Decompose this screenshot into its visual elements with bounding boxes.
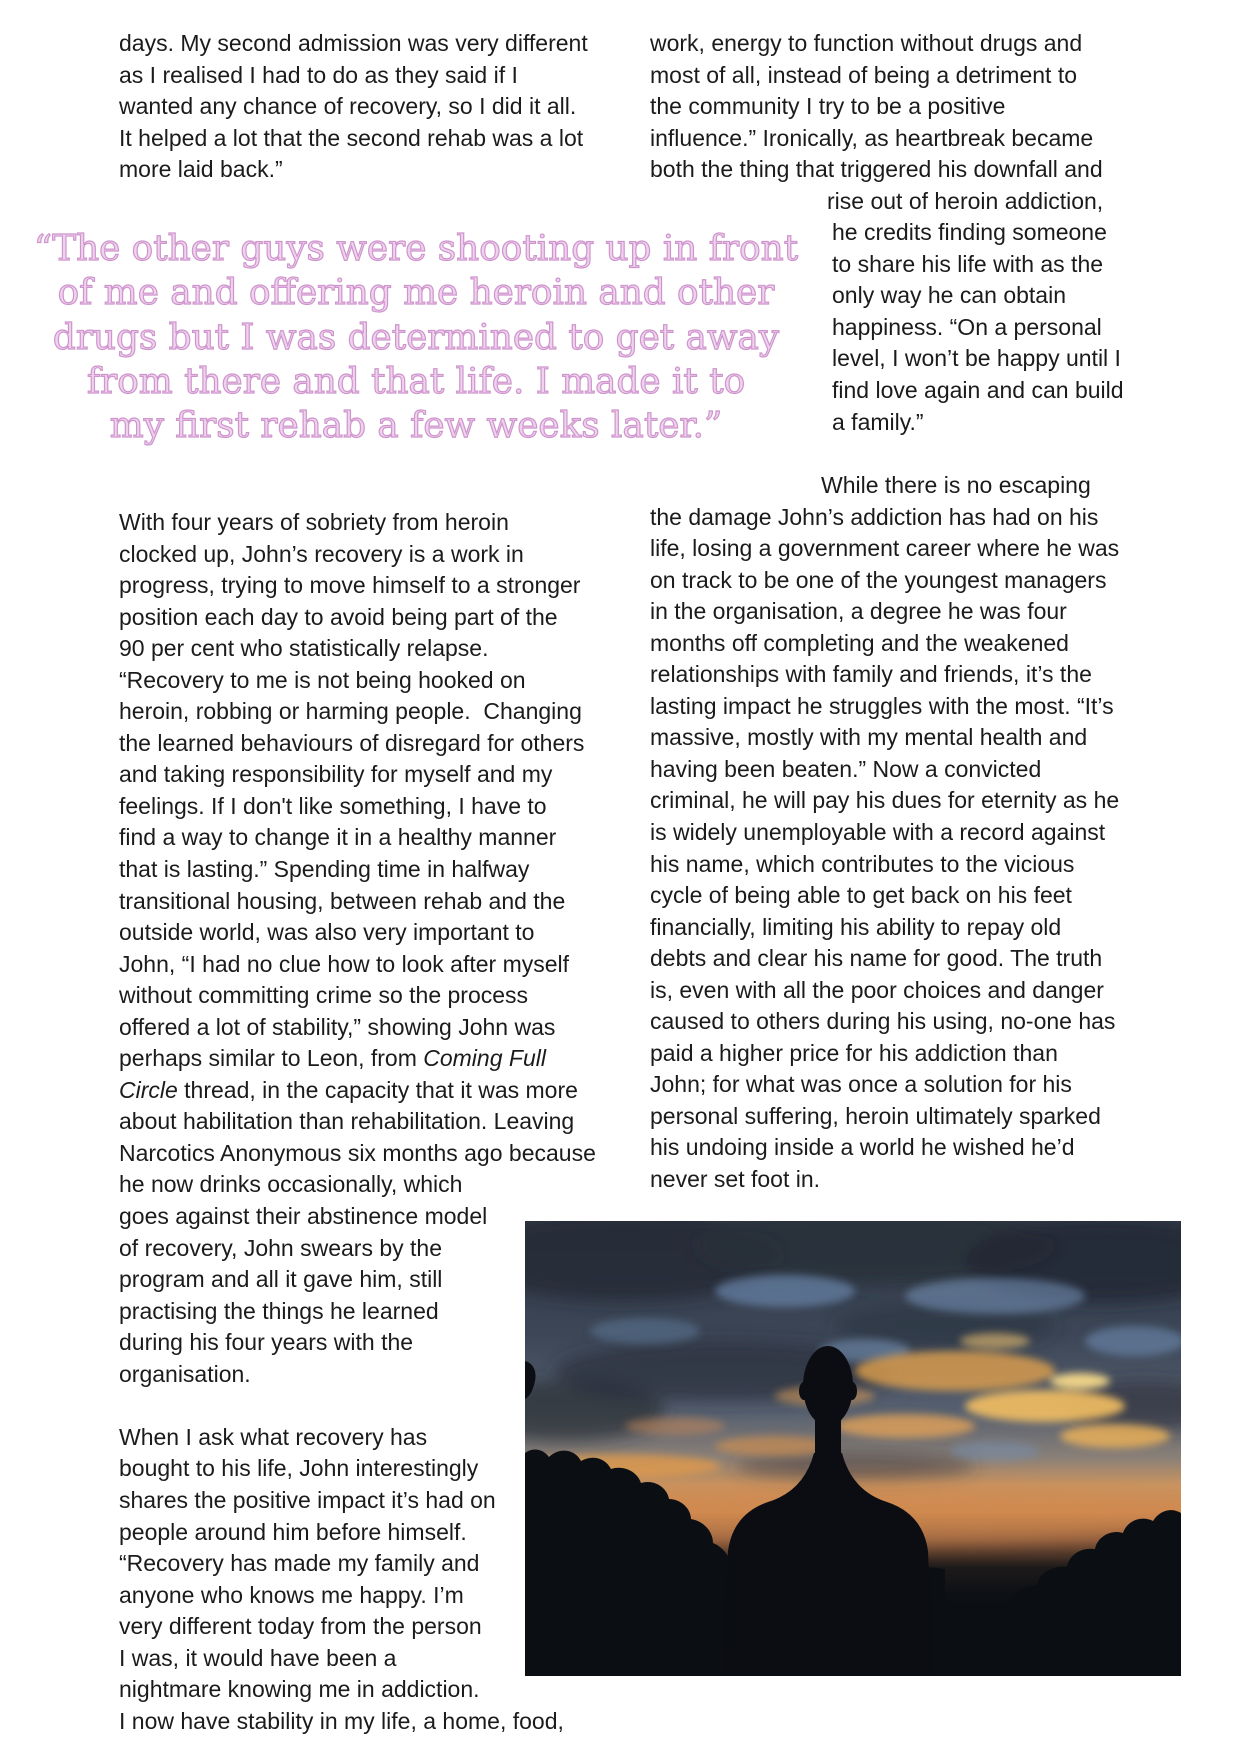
- text-line: heroin, robbing or harming people. Changing: [119, 698, 582, 725]
- text-line: his undoing inside a world he wished he’d: [650, 1134, 1075, 1161]
- text-line: goes against their abstinence model: [119, 1203, 488, 1230]
- text-line: nightmare knowing me in addiction.: [119, 1676, 480, 1703]
- text-line: paid a higher price for his addiction than: [650, 1039, 1058, 1066]
- text-line: influence.” Ironically, as heartbreak became: [650, 124, 1094, 151]
- sky-patch: [950, 1441, 1040, 1461]
- text-line: more laid back.”: [119, 156, 283, 183]
- sky-patch: [590, 1318, 700, 1344]
- text-line: find love again and can build: [832, 377, 1124, 404]
- text-line: of recovery, John swears by the: [119, 1234, 442, 1261]
- left-ear: [799, 1382, 809, 1400]
- sunset-silhouette-photo: [525, 1221, 1181, 1676]
- text-line: to share his life with as the: [832, 250, 1104, 277]
- text-line: days. My second admission was very different: [119, 30, 588, 56]
- text-line: I was, it would have been a: [119, 1644, 397, 1671]
- text-segment: thread, in the capacity that it was more: [177, 1076, 578, 1103]
- text-line: offered a lot of stability,” showing John was: [119, 1013, 556, 1040]
- text-line: clocked up, John’s recovery is a work in: [119, 540, 524, 567]
- text-line: as I realised I had to do as they said if I: [119, 61, 518, 88]
- sky-patch: [1085, 1326, 1181, 1356]
- pull-quote: [0, 227, 832, 448]
- text-line: anyone who knows me happy. I’m: [119, 1581, 464, 1608]
- text-line: organisation.: [119, 1360, 251, 1387]
- text-line: It helped a lot that the second rehab was a lot: [119, 124, 584, 151]
- text-line: a family.”: [832, 408, 924, 435]
- text-line: very different today from the person: [119, 1613, 482, 1640]
- text-line: find a way to change it in a healthy manner: [119, 824, 557, 851]
- text-line: Narcotics Anonymous six months ago because: [119, 1139, 596, 1166]
- text-line: debts and clear his name for good. The truth: [650, 945, 1103, 972]
- cloud-highlight: [965, 1390, 1125, 1422]
- text-line: [119, 1075, 596, 1107]
- text-line: “Recovery has made my family and: [119, 1550, 480, 1577]
- text-line: program and all it gave him, still: [119, 1266, 443, 1293]
- text-line: never set foot in.: [650, 1166, 821, 1193]
- pull-quote-line: of me and offering me heroin and other: [57, 272, 775, 314]
- text-segment: perhaps similar to Leon, from: [119, 1045, 424, 1072]
- text-line: the community I try to be a positive: [650, 93, 1006, 120]
- text-line: is, even with all the poor choices and danger: [650, 976, 1104, 1003]
- text-line: is widely unemployable with a record against: [650, 819, 1106, 846]
- text-line: 90 per cent who statistically relapse.: [119, 635, 489, 662]
- text-line: having been beaten.” Now a convicted: [650, 755, 1042, 782]
- text-line: practising the things he learned: [119, 1297, 439, 1324]
- pull-quote-line: “The other guys were shooting up in front: [33, 228, 799, 269]
- text-line: only way he can obtain: [832, 282, 1066, 309]
- sky-patch: [905, 1278, 1085, 1314]
- text-line: relationships with family and friends, it’s the: [650, 661, 1092, 688]
- text-line: work, energy to function without drugs and: [650, 30, 1083, 56]
- text-line: criminal, he will pay his dues for eternity as he: [650, 787, 1120, 814]
- text-line: John; for what was once a solution for his: [650, 1071, 1072, 1098]
- sky-patch: [715, 1275, 855, 1307]
- text-line: John, “I had no clue how to look after myself: [119, 950, 570, 977]
- text-line: While there is no escaping: [821, 472, 1091, 498]
- left-column-top-text: [119, 28, 588, 186]
- text-line: that is lasting.” Spending time in halfway: [119, 856, 530, 883]
- text-line: personal suffering, heroin ultimately sparked: [650, 1102, 1101, 1129]
- text-line: financially, limiting his ability to repay old: [650, 913, 1062, 940]
- text-line: the damage John’s addiction has had on his: [650, 503, 1099, 530]
- head: [803, 1346, 853, 1426]
- text-line: people around him before himself.: [119, 1518, 467, 1545]
- text-line: he now drinks occasionally, which: [119, 1171, 463, 1198]
- cloud-highlight: [1050, 1373, 1110, 1389]
- text-line: most of all, instead of being a detriment to: [650, 61, 1078, 88]
- text-line: he credits finding someone: [832, 219, 1107, 246]
- italic-title-text: Circle: [119, 1076, 178, 1103]
- text-line: [119, 1043, 596, 1075]
- text-line: cycle of being able to get back on his feet: [650, 882, 1072, 909]
- text-line: wanted any chance of recovery, so I did it all.: [119, 93, 577, 120]
- text-line: With four years of sobriety from heroin: [119, 509, 509, 535]
- text-line: on track to be one of the youngest managers: [650, 566, 1107, 593]
- text-line: level, I won’t be happy until I: [832, 345, 1121, 372]
- text-line: life, losing a government career where he was: [650, 535, 1120, 562]
- text-line: I now have stability in my life, a home, food,: [119, 1707, 564, 1734]
- text-line: feelings. If I don't like something, I have to: [119, 792, 547, 819]
- text-line: rise out of heroin addiction,: [827, 187, 1104, 214]
- text-line: “Recovery to me is not being hooked on: [119, 666, 526, 693]
- cloud-highlight: [625, 1417, 725, 1435]
- pull-quote-line: my first rehab a few weeks later.”: [109, 405, 723, 446]
- cloud-highlight: [1060, 1424, 1170, 1448]
- cloud: [735, 1452, 975, 1480]
- cloud-highlight: [960, 1333, 1030, 1349]
- pull-quote-line: drugs but I was determined to get away: [52, 316, 780, 358]
- right-ear: [847, 1382, 857, 1400]
- text-line: When I ask what recovery has: [119, 1423, 428, 1450]
- cloud-highlight: [855, 1351, 1055, 1391]
- italic-title-text: Coming Full: [423, 1045, 546, 1072]
- text-line: happiness. “On a personal: [832, 313, 1102, 340]
- text-line: shares the positive impact it’s had on: [119, 1486, 496, 1513]
- text-line: in the organisation, a degree he was four: [650, 598, 1067, 625]
- text-line: during his four years with the: [119, 1329, 414, 1356]
- text-line: and taking responsibility for myself and my: [119, 761, 553, 788]
- text-line: his name, which contributes to the vicious: [650, 850, 1075, 877]
- text-line: lasting impact he struggles with the most. “It’s: [650, 692, 1114, 719]
- pull-quote-line: from there and that life. I made it to: [86, 360, 746, 402]
- text-line: without committing crime so the process: [119, 982, 529, 1009]
- right-column-main-text: [650, 470, 1119, 1196]
- text-line: massive, mostly with my mental health and: [650, 724, 1088, 751]
- article-photo: [525, 1221, 1181, 1676]
- text-line: about habilitation than rehabilitation. Leaving: [119, 1108, 575, 1135]
- text-line: progress, trying to move himself to a stronger: [119, 572, 581, 599]
- cloud-highlight: [835, 1414, 975, 1438]
- text-line: outside world, was also very important to: [119, 919, 535, 946]
- text-line: position each day to avoid being part of the: [119, 603, 558, 630]
- text-line: both the thing that triggered his downfall and: [650, 156, 1103, 183]
- text-line: bought to his life, John interestingly: [119, 1455, 479, 1482]
- text-line: months off completing and the weakened: [650, 629, 1069, 656]
- text-line: the learned behaviours of disregard for others: [119, 729, 585, 756]
- text-line: transitional housing, between rehab and the: [119, 887, 566, 914]
- text-line: caused to others during his using, no-one has: [650, 1008, 1116, 1035]
